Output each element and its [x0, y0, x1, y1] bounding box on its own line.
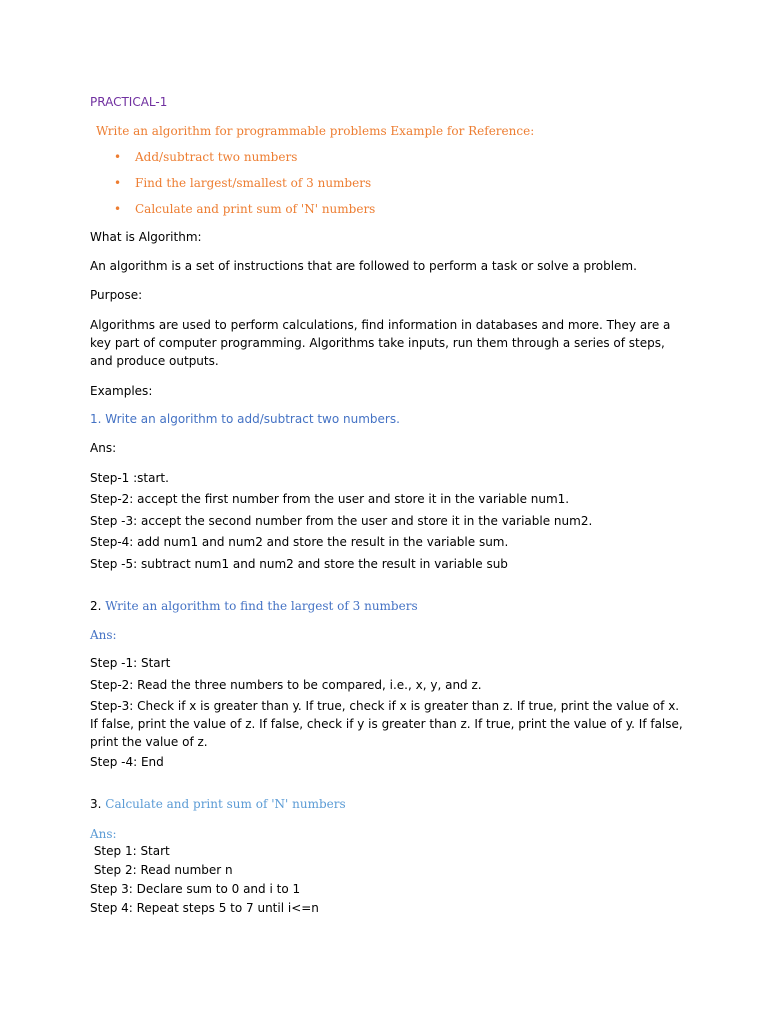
q1-step: Step -5: subtract num1 and num2 and store the result in variable sub	[90, 557, 508, 571]
bullet-item: Add/subtract two numbers	[135, 150, 298, 164]
q2-step: Step -1: Start	[90, 656, 171, 670]
answer-label-3: Ans:	[90, 827, 117, 841]
what-text: An algorithm is a set of instructions that are followed to perform a task or solve a problem.	[90, 259, 637, 273]
bullet-glyph: •	[114, 150, 122, 164]
q1-step: Step-2: accept the first number from the user and store it in the variable num1.	[90, 492, 570, 506]
question-2-text: Write an algorithm to find the largest of 3 numbers	[105, 599, 418, 613]
answer-label-2: Ans:	[90, 628, 117, 642]
q1-step: Step -3: accept the second number from the user and store it in the variable num2.	[90, 514, 593, 528]
what-heading: What is Algorithm:	[90, 230, 202, 244]
intro-text: Write an algorithm for programmable problems Example for Reference:	[96, 124, 535, 138]
question-2-number: 2.	[90, 599, 102, 613]
q3-step: Step 3: Declare sum to 0 and i to 1	[90, 882, 301, 896]
answer-label-1: Ans:	[90, 441, 117, 455]
purpose-text: Algorithms are used to perform calculations, find information in databases and more. They are a key part of computer programming. Algorithms take inputs, run them through a series of steps, and produce outputs.	[90, 318, 671, 368]
q2-step: Step -4: End	[90, 755, 164, 769]
q2-step: Step-3: Check if x is greater than y. If true, check if x is greater than z. If true, print the value of x. If false, print the value of z. If false, check if y is greater than z. If true, print the value of y. If false, print the value of z.	[90, 699, 683, 749]
question-1: 1. Write an algorithm to add/subtract two numbers.	[90, 412, 400, 426]
bullet-item: Find the largest/smallest of 3 numbers	[135, 176, 372, 190]
q2-step: Step-2: Read the three numbers to be compared, i.e., x, y, and z.	[90, 678, 482, 692]
page-title: PRACTICAL-1	[90, 95, 168, 109]
q3-step: Step 2: Read number n	[90, 863, 233, 877]
examples-heading: Examples:	[90, 384, 153, 398]
q1-step: Step-1 :start.	[90, 471, 169, 485]
question-3	[90, 795, 690, 813]
q3-step: Step 4: Repeat steps 5 to 7 until i<=n	[90, 901, 319, 915]
purpose-heading: Purpose:	[90, 288, 143, 302]
q3-step: Step 1: Start	[90, 844, 170, 858]
bullet-item: Calculate and print sum of 'N' numbers	[135, 202, 376, 216]
q1-step: Step-4: add num1 and num2 and store the result in the variable sum.	[90, 535, 509, 549]
bullet-glyph: •	[114, 176, 122, 190]
question-3-text: Calculate and print sum of 'N' numbers	[105, 797, 346, 811]
bullet-glyph: •	[114, 202, 122, 216]
question-3-number: 3.	[90, 797, 102, 811]
question-2	[90, 597, 690, 615]
